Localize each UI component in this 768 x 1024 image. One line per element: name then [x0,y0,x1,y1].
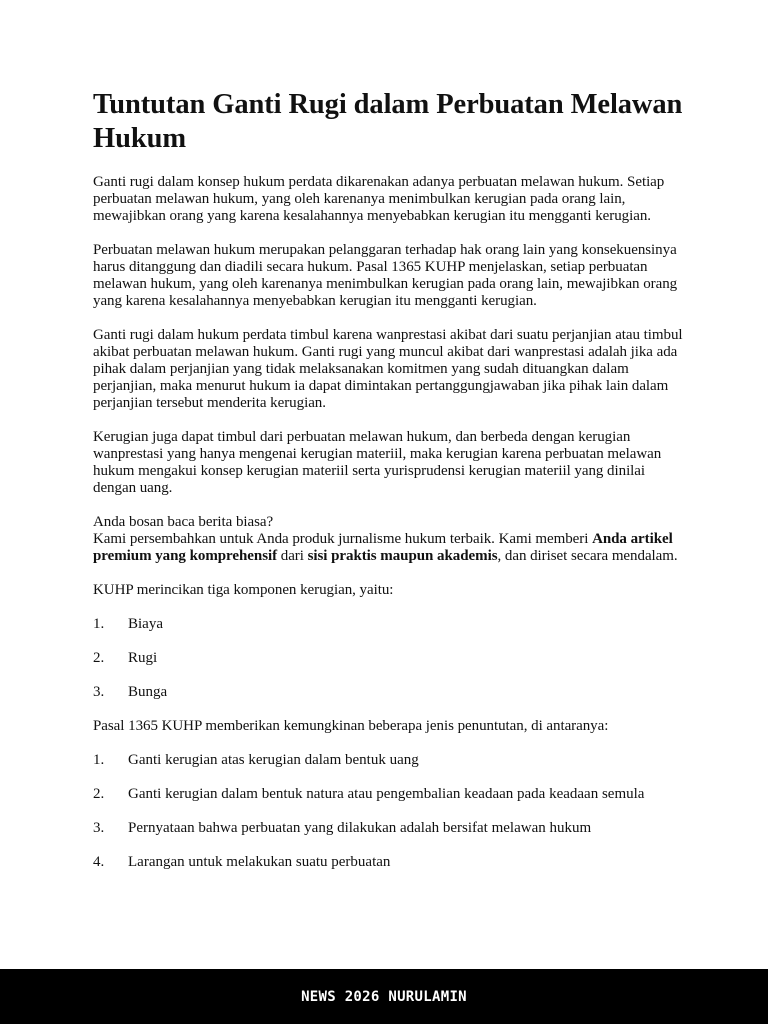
footer-label: NEWS 2026 NURULAMIN [301,988,467,1005]
list-text: Rugi [128,650,158,666]
paragraph-2: Perbuatan melawan hukum merupakan pelanggaran terhadap hak orang lain yang konsekuensinya harus ditanggung dan diadili secara hukum. Pasal 1365 KUHP menjelaskan, setiap perbuatan melawan hukum, yang oleh karenanya menimbulkan kerugian pada orang lain, mewajibkan orang yang karena kesalahannya menyebabkan kerugian itu mengganti kerugian. [93,242,678,309]
list-item [93,616,683,633]
footer-bar [0,969,768,1024]
list2-intro: Pasal 1365 KUHP memberikan kemungkinan beberapa jenis penuntutan, di antaranya: [93,718,609,734]
article [93,88,683,888]
paragraph-3: Ganti rugi dalam hukum perdata timbul karena wanprestasi akibat dari suatu perjanjian atau timbul akibat perbuatan melawan hukum. Ganti rugi yang muncul akibat dari wanprestasi adalah jika ada pihak dalam perjanjian yang tidak melaksanakan komitmen yang sudah dituangkan dalam perjanjian, maka menurut hukum ia dapat dimintakan pertanggungjawaban jika pihak lain dalam perjanjian tersebut menderita kerugian. [93,327,683,411]
list-number: 4. [93,854,105,870]
list-text: Bunga [128,684,168,700]
paragraph-4: Kerugian juga dapat timbul dari perbuatan melawan hukum, dan berbeda dengan kerugian wanprestasi yang hanya mengenai kerugian materiil, maka kerugian karena perbuatan melawan hukum mengakui konsep kerugian materiil serta yurisprudensi kerugian materiil yang dinilai dengan uang. [93,429,662,496]
list-item [93,854,683,871]
loss-components-list [93,616,683,701]
list1-intro: KUHP merincikan tiga komponen kerugian, yaitu: [93,582,394,598]
promo-bold-1: Anda artikel premium yang komprehensif [93,531,673,564]
promo-question: Anda bosan baca berita biasa? [93,514,274,530]
promo-text-3: , dan diriset secara mendalam. [497,548,678,564]
list-item [93,650,683,667]
promo-text-2: dari [277,548,308,564]
list-number: 3. [93,820,105,836]
list-text: Pernyataan bahwa perbuatan yang dilakukan adalah bersifat melawan hukum [128,820,592,836]
promo-bold-2: sisi praktis maupun akademis [307,548,498,564]
list-text: Ganti kerugian dalam bentuk natura atau pengembalian keadaan pada keadaan semula [128,786,645,802]
list-item [93,684,683,701]
list-text: Larangan untuk melakukan suatu perbuatan [128,854,391,870]
list-text: Biaya [128,616,163,632]
claim-types-list [93,752,683,871]
list-number: 2. [93,650,105,666]
article-title: Tuntutan Ganti Rugi dalam Perbuatan Melawan Hukum [93,89,683,154]
list-item [93,786,683,803]
list-number: 2. [93,786,105,802]
list-number: 3. [93,684,105,700]
list-item [93,820,683,837]
list-number: 1. [93,616,105,632]
list-number: 1. [93,752,105,768]
list-item [93,752,683,769]
promo-paragraph [93,514,683,565]
paragraph-1: Ganti rugi dalam konsep hukum perdata dikarenakan adanya perbuatan melawan hukum. Setiap perbuatan melawan hukum, yang oleh karenanya menimbulkan kerugian pada orang lain, mewajibkan orang yang karena kesalahannya menyebabkan kerugian itu mengganti kerugian. [93,174,665,224]
promo-text-1: Kami persembahkan untuk Anda produk jurnalisme hukum terbaik. Kami memberi [93,531,593,547]
list-text: Ganti kerugian atas kerugian dalam bentuk uang [128,752,419,768]
